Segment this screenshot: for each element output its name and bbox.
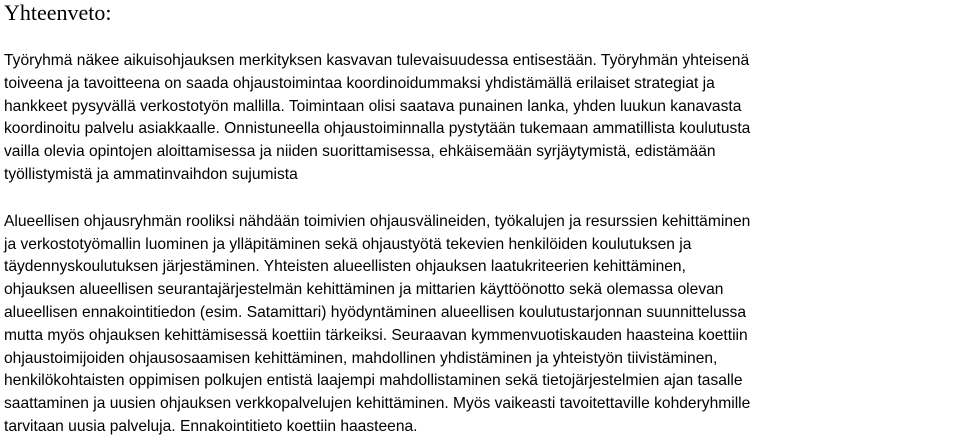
paragraph-line: ohjauksen alueellisen seurantajärjestelmän kehittäminen ja mittarien käyttöönotto sekä olemassa olevan — [4, 281, 724, 299]
paragraph-line: ja verkostotyömallin luominen ja ylläpitäminen sekä ohjaustyötä tekevien henkilöiden koulutuksen ja — [4, 235, 692, 253]
section-heading: Yhteenveto: — [4, 0, 112, 25]
paragraph-1 — [4, 50, 955, 187]
paragraph-line: täydennyskoulutuksen järjestäminen. Yhteisten alueellisten ohjauksen laatukriteerien kehittäminen, — [4, 258, 686, 276]
paragraph-line: toiveena ja tavoitteena on saada ohjaustoimintaa koordinoidummaksi yhdistämällä erilaiset strategiat ja — [4, 74, 715, 92]
paragraph-line: vailla olevia opintojen aloittamisessa ja niiden suorittamisessa, ehkäisemään syrjäytymistä, edistämään — [4, 143, 716, 161]
paragraph-line: koordinoitu palvelu asiakkaalle. Onnistuneella ohjaustoiminnalla pystytään tukemaan ammatillista koulutusta — [4, 120, 751, 138]
paragraph-line: hankkeet pysyvällä verkostotyön mallilla. Toimintaan olisi saatava punainen lanka, yhden luukun kanavasta — [4, 97, 742, 115]
paragraph-2 — [4, 211, 955, 439]
paragraph-line: saattaminen ja uusien ohjauksen verkkopalvelujen kehittäminen. Myös vaikeasti tavoitettaville kohderyhmille — [4, 395, 751, 413]
paragraph-line: tarvitaan uusia palveluja. Ennakointitieto koettiin haasteena. — [4, 417, 418, 435]
paragraph-line: mutta myös ohjauksen kehittämisessä koettiin tärkeiksi. Seuraavan kymmenvuotiskauden haasteina koettiin — [4, 326, 748, 344]
paragraph-line: Alueellisen ohjausryhmän rooliksi nähdään toimivien ohjausvälineiden, työkalujen ja resurssien kehittäminen — [4, 212, 751, 230]
paragraph-line: alueellisen ennakointitiedon (esim. Satamittari) hyödyntäminen alueellisen koulutustarjonnan suunnittelussa — [4, 303, 747, 321]
paragraph-line: Työryhmä näkee aikuisohjauksen merkityksen kasvavan tulevaisuudessa entisestään. Työryhmän yhteisenä — [4, 52, 750, 69]
paragraph-line: henkilökohtaisten oppimisen polkujen entistä laajempi mahdollistaminen sekä tietojärjestelmien ajan tasalle — [4, 372, 743, 390]
paragraph-line: ohjaustoimijoiden ohjausosaamisen kehittäminen, mahdollinen yhdistäminen ja yhteistyön tiivistäminen, — [4, 349, 718, 367]
paragraph-line: työllistymistä ja ammatinvaihdon sujumista — [4, 165, 298, 183]
